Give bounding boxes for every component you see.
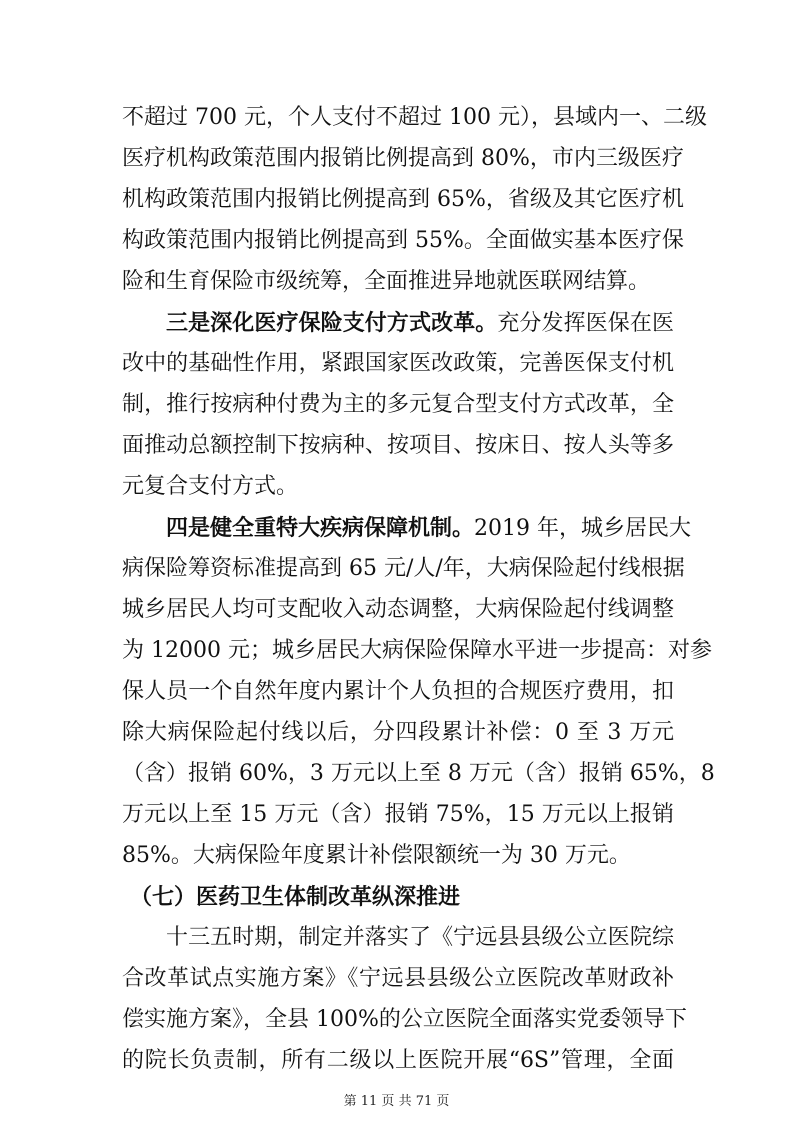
body-line: 保人员一个自然年度内累计个人负担的合规医疗费用，扣 xyxy=(122,679,674,704)
paragraph-first-line xyxy=(166,306,674,340)
body-text: 充分发挥医保在医 xyxy=(497,311,674,336)
paragraph-first-line: 十三五时期，制定并落实了《宁远县县级公立医院综 xyxy=(166,925,674,950)
body-line: 机构政策范围内报销比例提高到 65%，省级及其它医疗机 xyxy=(122,187,684,212)
body-line: 除大病保险起付线以后，分四段累计补偿：0 至 3 万元 xyxy=(122,720,674,745)
paragraph-lead-bold: 四是健全重特大疾病保障机制。 xyxy=(166,515,475,541)
body-line: 85%。大病保险年度累计补偿限额统一为 30 万元。 xyxy=(122,843,631,868)
paragraph-lead-bold: 三是深化医疗保险支付方式改革。 xyxy=(166,310,498,336)
page-number: 第 11 页 共 71 页 xyxy=(343,1094,450,1109)
body-line: 面推动总额控制下按病种、按项目、按床日、按人头等多 xyxy=(122,433,674,458)
body-line: 病保险筹资标准提高到 65 元/人/年，大病保险起付线根据 xyxy=(122,556,685,581)
body-line: 不超过 700 元，个人支付不超过 100 元），县域内一、二级 xyxy=(122,105,707,130)
body-line: 构政策范围内报销比例提高到 55%。全面做实基本医疗保 xyxy=(122,228,684,253)
body-line: 险和生育保险市级统筹，全面推进异地就医联网结算。 xyxy=(122,269,651,294)
body-line: 的院长负责制，所有二级以上医院开展“6S”管理，全面 xyxy=(122,1048,674,1073)
body-line: 合改革试点实施方案》《宁远县县级公立医院改革财政补 xyxy=(122,966,674,991)
paragraph-first-line xyxy=(166,511,691,545)
section-heading: （七）医药卫生体制改革纵深推进 xyxy=(130,884,461,910)
body-line: 为 12000 元；城乡居民大病保险保障水平进一步提高：对参 xyxy=(122,638,712,663)
body-line: 元复合支付方式。 xyxy=(122,474,299,499)
body-line: 偿实施方案》，全县 100%的公立医院全面落实党委领导下 xyxy=(122,1007,687,1032)
body-line: 医疗机构政策范围内报销比例提高到 80%，市内三级医疗 xyxy=(122,146,684,171)
body-line: 改中的基础性作用，紧跟国家医改政策，完善医保支付机 xyxy=(122,351,674,376)
body-line: 城乡居民人均可支配收入动态调整，大病保险起付线调整 xyxy=(122,597,674,622)
body-line: （含）报销 60%，3 万元以上至 8 万元（含）报销 65%，8 xyxy=(122,761,715,786)
body-text: 2019 年，城乡居民大 xyxy=(474,516,691,541)
body-line: 制，推行按病种付费为主的多元复合型支付方式改革，全 xyxy=(122,392,674,417)
body-line: 万元以上至 15 万元（含）报销 75%，15 万元以上报销 xyxy=(122,802,674,827)
